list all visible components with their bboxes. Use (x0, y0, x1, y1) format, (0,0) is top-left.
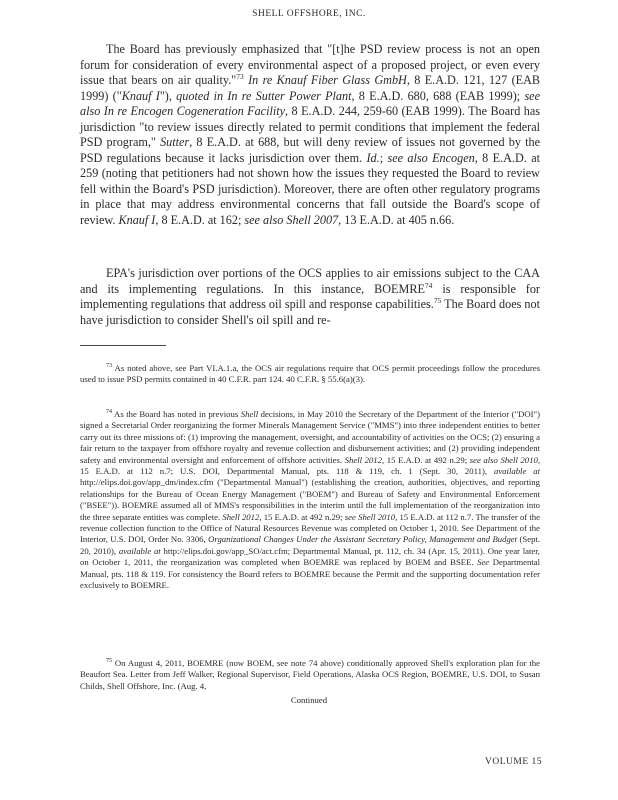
footnote-ref: 73 (236, 71, 244, 81)
text-run: , 8 E.A.D. 680, 688 (EAB 1999); (351, 88, 525, 103)
volume-footer: VOLUME 15 (484, 757, 542, 767)
italic-citation: Shell 2012 (344, 454, 382, 465)
italic-citation: see also Shell 2010 (469, 454, 538, 465)
italic-citation: Sutter (160, 135, 190, 149)
text-run: , 8 E.A.D. 244, 259-60 (EAB 1999). The Board has jurisdiction "to review issues directly related to permit conditions that implement the federal PSD program," (80, 104, 541, 149)
body-paragraph-2 (80, 266, 540, 328)
text-run: http://elips.doi.gov/app_dm/index.cfm ("Departmental Manual") (establishing the creation, authorities, objectives, and reporting relationships for the Bureau of Ocean Energy Management ("BOEM") and Bureau of Safety and Environmental Enforcement ("BSEE")). BOEMRE assumed all of MMS's responsibilities in the interim until the full implementation of the reorganization into the three separate entities was complete. (80, 477, 540, 522)
italic-citation: Shell 2012 (222, 511, 260, 522)
text-run: , 8 E.A.D. at 688, but will deny review of issues not governed by the PSD regulations because it lacks jurisdiction over them. (80, 135, 540, 165)
footnote-73 (80, 363, 540, 386)
footnote-separator (80, 345, 166, 346)
italic-citation: available at (493, 466, 541, 477)
italic-citation: In re Knauf Fiber Glass GmbH (248, 73, 407, 87)
text-run: Departmental Manual, pts. 118 & 119. For consistency the Board refers to BOEMRE because the Permit and the supporting documentation refer exclusively to BOEMRE. (80, 557, 540, 591)
text-run: The Board has previously emphasized that "[t]he PSD review process is not an open forum for consideration of every environmental aspect of a proposed project, or even every issue that bears on air quality." (80, 42, 540, 87)
text-run: As the Board has noted in previous (112, 409, 241, 419)
footnote-ref: 75 (433, 295, 442, 305)
footnote-ref: 74 (106, 409, 112, 416)
text-run: http://elips.doi.gov/app_SO/act.cfm; Departmental Manual, pt. 112, ch. 34 (Apr. 15, 2011). One year later, on October 1, 2011, the reorganization was completed when BOEMRE was replaced by BOEM and BSEE. (80, 545, 540, 568)
body-paragraph-1-text (80, 42, 540, 228)
italic-citation: Shell (240, 409, 259, 419)
footnote-75-text (80, 658, 540, 692)
footnote-74-text (80, 409, 540, 592)
text-run: EPA's jurisdiction over portions of the OCS applies to air emissions subject to the CAA and its implementing regulations. In this instance, BOEMRE (80, 266, 540, 296)
footnote-ref: 74 (424, 280, 433, 290)
text-run: On August 4, 2011, BOEMRE (now BOEM, see note 74 above) conditionally approved Shell's exploration plan for the Beaufort Sea. Letter from Jeff Walker, Regional Supervisor, Field Operations, Alaska OCS Region, BOEMRE, U.S. DOI, to Susan Childs, Shell Offshore, Inc. (Aug. 4, (80, 658, 540, 691)
italic-citation: see also Shell 2007 (244, 212, 339, 227)
italic-citation: See (477, 557, 490, 568)
text-run: is responsible for implementing regulations that address oil spill and response capabilities. (80, 281, 540, 311)
italic-citation: see also In re Encogen Cogeneration Facility (80, 88, 540, 118)
footnote-75 (80, 658, 540, 692)
text-run: The Board does not have jurisdiction to consider Shell's oil spill and re- (80, 297, 540, 327)
text-run: , 8 E.A.D. at 259 (noting that petitioners had not shown how the issues they requested the Board to review fell within the Board's PSD jurisdiction). Moreover, there are often other regulatory programs in place that may address environmental concerns that fall outside the Board's scope of review. (80, 150, 541, 227)
italic-citation: see Shell 2010 (344, 511, 396, 522)
text-run: decisions, in May 2010 the Secretary of the Department of the Interior ("DOI") signed a Secretarial Order reorganizing the former Minerals Management Service ("MMS") into three independent entities to better carry out its three missions of: (1) improving the management, oversight, and accountability of activities on the OCS; (2) ensuring a fair return to the taxpayer from offshore royalty and revenue collection and disbursement activities; and (2) providing independent safety and environmental oversight and enforcement of offshore activities. (80, 409, 540, 465)
text-run: , 15 E.A.D. at 112 n.7; U.S. DOI, Departmental Manual, pts. 118 & 119, ch. 1 (Sept. 30, 2011), (80, 454, 540, 477)
footnote-73-text (80, 363, 540, 386)
italic-citation: see also Encogen (387, 150, 475, 165)
footnote-74 (80, 409, 540, 592)
body-paragraph-1 (80, 42, 540, 228)
text-run: ; (379, 150, 388, 165)
text-run: "), (159, 88, 177, 103)
text-run: (Sept. 20, 2010), (80, 534, 541, 556)
continued-label: Continued (290, 695, 328, 705)
text-run: , 15 E.A.D. at 492 n.29; (259, 511, 345, 522)
footnote-ref: 75 (106, 658, 112, 665)
italic-citation: Organizational Changes Under the Assistant Secretary Policy, Management and Budget (208, 534, 518, 545)
text-run: , 13 E.A.D. at 405 n.66. (338, 212, 455, 227)
body-paragraph-2-text (80, 266, 540, 328)
text-run: , 15 E.A.D. at 112 n.7. The transfer of the revenue collection function to the Office of Natural Resources Revenue was completed on October 1, 2010. See Department of the Interior, U.S. DOI, Order No. 3306, (80, 511, 541, 545)
text-run: , 15 E.A.D. at 492 n.29; (382, 454, 470, 465)
italic-citation: Knauf I (121, 88, 160, 103)
footnote-ref: 73 (106, 363, 112, 370)
italic-citation: quoted in In re Sutter Power Plant (176, 88, 352, 103)
italic-citation: Id. (366, 150, 380, 165)
italic-citation: available at (118, 545, 161, 556)
text-run: , 8 E.A.D. at 162; (155, 212, 245, 227)
running-header: SHELL OFFSHORE, INC. (252, 9, 366, 19)
text-run: , 8 E.A.D. 121, 127 (EAB 1999) (" (80, 73, 541, 103)
text-run: As noted above, see Part VI.A.1.a, the OCS air regulations require that OCS permit proceedings follow the procedures used to issue PSD permits contained in 40 C.F.R. part 124. 40 C.F.R. § 55.6(a)(3). (80, 363, 540, 385)
italic-citation: Knauf I (118, 212, 156, 227)
